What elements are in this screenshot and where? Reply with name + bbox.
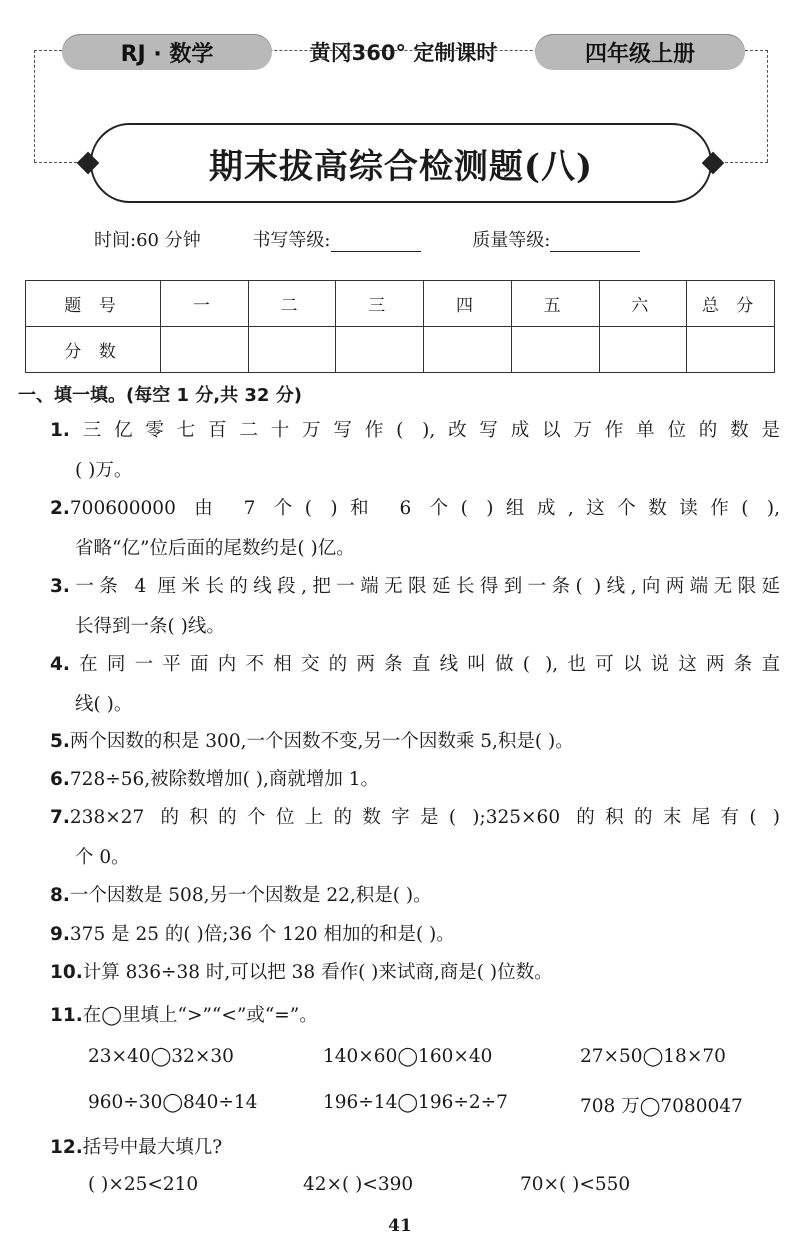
row-label: 分 数 xyxy=(26,327,161,373)
question-line: 长得到一条( )线。 xyxy=(75,616,225,637)
question-line: 线( )。 xyxy=(75,694,133,715)
question-line xyxy=(50,953,780,993)
grade-badge: 四年级上册 xyxy=(535,34,745,70)
question-number: 9. xyxy=(50,924,70,945)
header-cell: 一 xyxy=(161,281,249,327)
question-text: 在同一平面内不相交的两条直线叫做( ),也可以说这两条直 xyxy=(69,654,780,675)
header-cell: 三 xyxy=(336,281,424,327)
score-table-header-row xyxy=(26,281,775,327)
question-number: 3. xyxy=(50,576,70,597)
quality-grade-blank[interactable] xyxy=(550,233,640,252)
header-cell: 题 号 xyxy=(26,281,161,327)
compare-item[interactable]: 140×60◯160×40 xyxy=(323,1046,493,1067)
compare-item[interactable]: 27×50◯18×70 xyxy=(580,1046,726,1067)
header-cell: 二 xyxy=(248,281,336,327)
writing-grade xyxy=(252,226,420,252)
question-line xyxy=(50,722,780,762)
question-5 xyxy=(50,722,780,762)
header-cell: 总 分 xyxy=(687,281,775,327)
score-cell[interactable] xyxy=(599,327,687,373)
compare-item[interactable]: 196÷14◯196÷2÷7 xyxy=(323,1092,508,1113)
page-number: 41 xyxy=(388,1216,412,1236)
question-line xyxy=(50,1128,780,1168)
subject-badge: RJ · 数学 xyxy=(62,34,272,70)
question-number: 10. xyxy=(50,962,83,983)
score-table-score-row xyxy=(26,327,775,373)
score-cell[interactable] xyxy=(424,327,512,373)
question-number: 6. xyxy=(50,769,70,790)
question-text: 728÷56,被除数增加( ),商就增加 1。 xyxy=(69,769,379,790)
question-text: 一条 4 厘米长的线段,把一端无限延长得到一条( )线,向两端无限延 xyxy=(69,576,780,597)
dash-connector-left xyxy=(34,162,82,163)
header-cell: 四 xyxy=(424,281,512,327)
score-cell[interactable] xyxy=(161,327,249,373)
question-text: 375 是 25 的( )倍;36 个 120 相加的和是( )。 xyxy=(69,924,455,945)
score-cell[interactable] xyxy=(687,327,775,373)
compare-item[interactable]: 960÷30◯840÷14 xyxy=(88,1092,258,1113)
question-1 xyxy=(50,411,780,491)
question-line: 个 0。 xyxy=(75,847,130,868)
question-7 xyxy=(50,798,780,878)
question-10 xyxy=(50,953,780,993)
dash-connector-right xyxy=(720,162,768,163)
header-cell: 五 xyxy=(511,281,599,327)
question-8 xyxy=(50,876,780,916)
page-title: 期末拔高综合检测题(八) xyxy=(90,123,712,203)
inequality-item[interactable]: 42×( )<390 xyxy=(303,1174,414,1195)
quality-grade xyxy=(472,226,640,252)
question-line xyxy=(50,996,780,1036)
question-text: 一个因数是 508,另一个因数是 22,积是( )。 xyxy=(69,885,432,906)
question-line: 省略“亿”位后面的尾数约是( )亿。 xyxy=(75,538,355,559)
question-number: 2. xyxy=(50,498,70,519)
question-number: 5. xyxy=(50,731,70,752)
question-line xyxy=(50,915,780,955)
question-2 xyxy=(50,489,780,569)
question-number: 11. xyxy=(50,1005,83,1026)
exam-meta xyxy=(94,226,686,252)
score-cell[interactable] xyxy=(511,327,599,373)
question-text: 在◯里填上“>”“<”或“=”。 xyxy=(82,1005,318,1026)
question-line xyxy=(50,876,780,916)
question-text: 计算 836÷38 时,可以把 38 看作( )来试商,商是( )位数。 xyxy=(82,962,553,983)
question-text: 括号中最大填几? xyxy=(82,1137,223,1158)
question-line xyxy=(50,567,780,607)
question-number: 4. xyxy=(50,654,70,675)
score-cell[interactable] xyxy=(336,327,424,373)
question-number: 8. xyxy=(50,885,70,906)
question-text: 三亿零七百二十万写作( ),改写成以万作单位的数是 xyxy=(69,420,780,441)
quality-grade-label: 质量等级: xyxy=(472,230,551,251)
header-cell: 六 xyxy=(599,281,687,327)
writing-grade-label: 书写等级: xyxy=(252,230,331,251)
compare-item[interactable]: 23×40◯32×30 xyxy=(88,1046,234,1067)
question-text: 238×27 的积的个位上的数字是( );325×60 的积的末尾有( ) xyxy=(69,807,780,828)
question-line xyxy=(50,798,780,838)
question-line: ( )万。 xyxy=(75,460,133,481)
question-12 xyxy=(50,1128,780,1168)
question-text: 700600000 由 7 个( )和 6 个( )组成,这个数读作( ), xyxy=(69,498,780,519)
question-line xyxy=(50,489,780,529)
compare-item[interactable]: 708 万◯7080047 xyxy=(580,1096,743,1117)
score-table xyxy=(25,280,775,373)
score-cell[interactable] xyxy=(248,327,336,373)
question-line xyxy=(50,645,780,685)
question-11 xyxy=(50,996,780,1036)
question-4 xyxy=(50,645,780,725)
question-line xyxy=(50,411,780,451)
question-3 xyxy=(50,567,780,647)
question-number: 1. xyxy=(50,420,70,441)
question-9 xyxy=(50,915,780,955)
writing-grade-blank[interactable] xyxy=(331,233,421,252)
section-heading: 一、填一填。(每空 1 分,共 32 分) xyxy=(18,385,302,406)
series-title: 黄冈360° 定制课时 xyxy=(309,41,498,65)
time-label: 时间:60 分钟 xyxy=(94,230,201,251)
question-6 xyxy=(50,760,780,800)
inequality-item[interactable]: 70×( )<550 xyxy=(520,1174,631,1195)
question-number: 7. xyxy=(50,807,70,828)
question-number: 12. xyxy=(50,1137,83,1158)
inequality-item[interactable]: ( )×25<210 xyxy=(88,1174,199,1195)
question-text: 两个因数的积是 300,一个因数不变,另一个因数乘 5,积是( )。 xyxy=(69,731,574,752)
question-line xyxy=(50,760,780,800)
